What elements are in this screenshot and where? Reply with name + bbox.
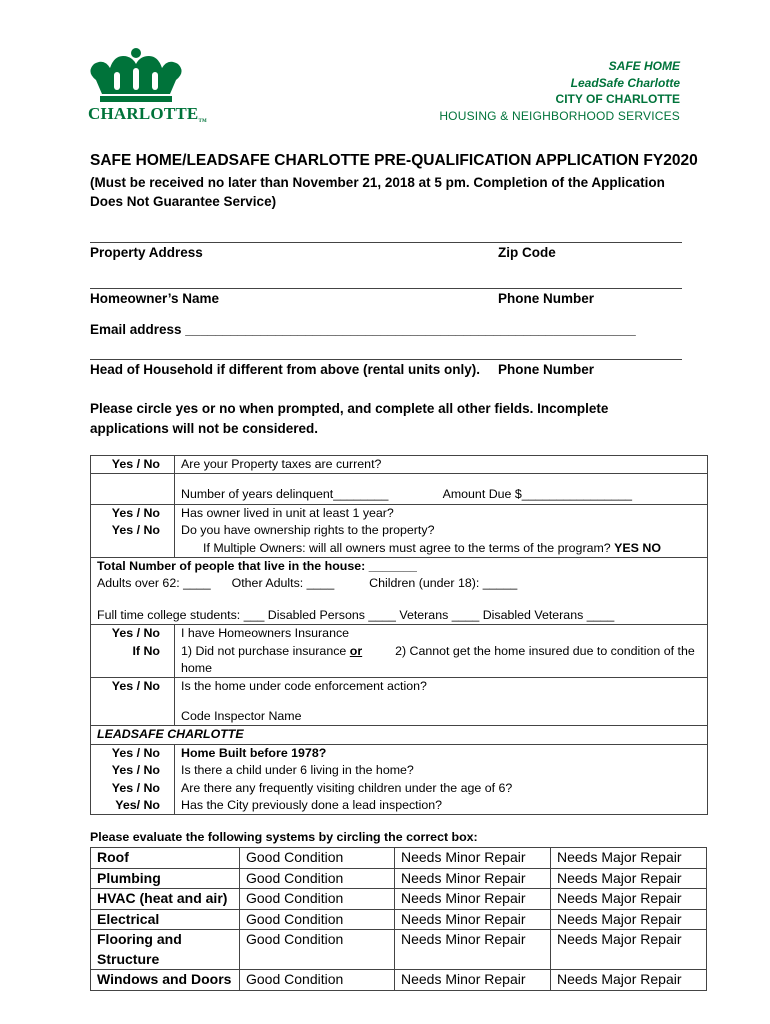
minor-repair-option[interactable]: Needs Minor Repair [395, 868, 551, 889]
years-delinquent-field[interactable]: Number of years delinquent________ [181, 487, 389, 502]
header-safe-home: SAFE HOME [608, 59, 680, 73]
good-condition-option[interactable]: Good Condition [240, 909, 395, 930]
q-visiting: Are there any frequently visiting children under the age of 6? [175, 780, 708, 797]
good-condition-option[interactable]: Good Condition [240, 868, 395, 889]
minor-repair-option[interactable]: Needs Minor Repair [395, 970, 551, 991]
amount-due-field[interactable]: Amount Due $________________ [442, 487, 633, 502]
total-people-field[interactable]: Total Number of people that live in the house: _______ [97, 559, 417, 574]
major-repair-option[interactable]: Needs Major Repair [551, 868, 707, 889]
yes-no-built[interactable]: Yes / No [91, 744, 175, 762]
code-inspector-field[interactable]: Code Inspector Name [175, 696, 708, 726]
good-condition-option[interactable]: Good Condition [240, 889, 395, 910]
system-name: Plumbing [91, 868, 240, 889]
minor-repair-option[interactable]: Needs Minor Repair [395, 848, 551, 869]
divider [90, 288, 682, 289]
good-condition-option[interactable]: Good Condition [240, 930, 395, 970]
children-field[interactable]: Children (under 18): _____ [369, 576, 518, 591]
phone-number-label: Phone Number [498, 291, 595, 306]
zip-code-label: Zip Code [498, 245, 556, 260]
head-of-household-label: Head of Household if different from above (rental units only). [90, 362, 481, 377]
major-repair-option[interactable]: Needs Major Repair [551, 970, 707, 991]
yes-no-insurance[interactable]: Yes / No [91, 625, 175, 643]
property-address-label: Property Address [90, 245, 203, 260]
yes-no-visiting[interactable]: Yes / No [91, 780, 175, 797]
systems-table [90, 847, 707, 991]
system-row [91, 909, 707, 930]
homeowner-name-label: Homeowner’s Name [90, 291, 220, 306]
q-built: Home Built before 1978? [175, 744, 708, 762]
trademark-mark: TM [198, 119, 207, 124]
insurance-option-2[interactable]: 2) Cannot get the home insured due to condition of the home [181, 643, 695, 676]
q-multiple-owners: If Multiple Owners: will all owners must agree to the terms of the program? [203, 540, 611, 555]
system-name: Windows and Doors [91, 970, 240, 991]
phone-number-2-label: Phone Number [498, 362, 595, 377]
yes-no-child[interactable]: Yes / No [91, 762, 175, 779]
system-row [91, 970, 707, 991]
page-subtitle: (Must be received no later than November 21, 2018 at 5 pm. Completion of the Application Does Not Guarantee Service) [90, 175, 665, 209]
system-row [91, 930, 707, 970]
if-no-label: If No [91, 643, 175, 678]
yes-no-taxes[interactable]: Yes / No [91, 456, 175, 474]
header-block [439, 58, 680, 124]
system-name: Flooring and Structure [91, 930, 240, 970]
q-child: Is there a child under 6 living in the home? [175, 762, 708, 779]
q-inspection: Has the City previously done a lead inspection? [175, 797, 708, 815]
system-name: Roof [91, 848, 240, 869]
system-name: HVAC (heat and air) [91, 889, 240, 910]
logo-wordmark: CHARLOTTETM [88, 104, 207, 124]
yes-no-ownership[interactable]: Yes / No [91, 522, 175, 539]
yes-no-code[interactable]: Yes / No [91, 678, 175, 696]
q-insurance: I have Homeowners Insurance [175, 625, 708, 643]
questions-table [90, 455, 708, 815]
divider [90, 242, 682, 243]
q-lived: Has owner lived in unit at least 1 year? [175, 504, 708, 522]
q-taxes: Are your Property taxes are current? [175, 456, 708, 474]
good-condition-option[interactable]: Good Condition [240, 848, 395, 869]
header-department: HOUSING & NEIGHBORHOOD SERVICES [439, 108, 680, 123]
students-line[interactable]: Full time college students: ___ Disabled Persons ____ Veterans ____ Disabled Veterans ____ [91, 593, 708, 625]
systems-instruction: Please evaluate the following systems by circling the correct box: [90, 830, 478, 844]
instructions: Please circle yes or no when prompted, and complete all other fields. Incomplete applications will not be considered. [90, 401, 609, 436]
leadsafe-section-header: LEADSAFE CHARLOTTE [91, 726, 708, 744]
major-repair-option[interactable]: Needs Major Repair [551, 909, 707, 930]
header-leadsafe: LeadSafe Charlotte [570, 75, 680, 90]
yes-no-inspection[interactable]: Yes/ No [91, 797, 175, 815]
other-adults-field[interactable]: Other Adults: ____ [231, 576, 335, 591]
major-repair-option[interactable]: Needs Major Repair [551, 848, 707, 869]
minor-repair-option[interactable]: Needs Minor Repair [395, 930, 551, 970]
q-code: Is the home under code enforcement action? [175, 678, 708, 696]
adults-over-62-field[interactable]: Adults over 62: ____ [97, 576, 211, 591]
system-row [91, 889, 707, 910]
q-ownership: Do you have ownership rights to the property? [175, 522, 708, 539]
good-condition-option[interactable]: Good Condition [240, 970, 395, 991]
yes-no-lived[interactable]: Yes / No [91, 504, 175, 522]
insurance-option-1[interactable]: 1) Did not purchase insurance [181, 643, 347, 658]
header-city: CITY OF CHARLOTTE [555, 92, 680, 106]
multiple-owners-yes-no[interactable]: YES NO [614, 540, 661, 555]
minor-repair-option[interactable]: Needs Minor Repair [395, 909, 551, 930]
major-repair-option[interactable]: Needs Major Repair [551, 930, 707, 970]
minor-repair-option[interactable]: Needs Minor Repair [395, 889, 551, 910]
system-row [91, 848, 707, 869]
page-title: SAFE HOME/LEADSAFE CHARLOTTE PRE-QUALIFICATION APPLICATION FY2020 [90, 152, 698, 169]
system-row [91, 868, 707, 889]
major-repair-option[interactable]: Needs Major Repair [551, 889, 707, 910]
divider [90, 359, 682, 360]
email-address-field[interactable]: Email address ____________________________________________________________ [90, 322, 636, 337]
or-label: or [349, 643, 363, 658]
system-name: Electrical [91, 909, 240, 930]
